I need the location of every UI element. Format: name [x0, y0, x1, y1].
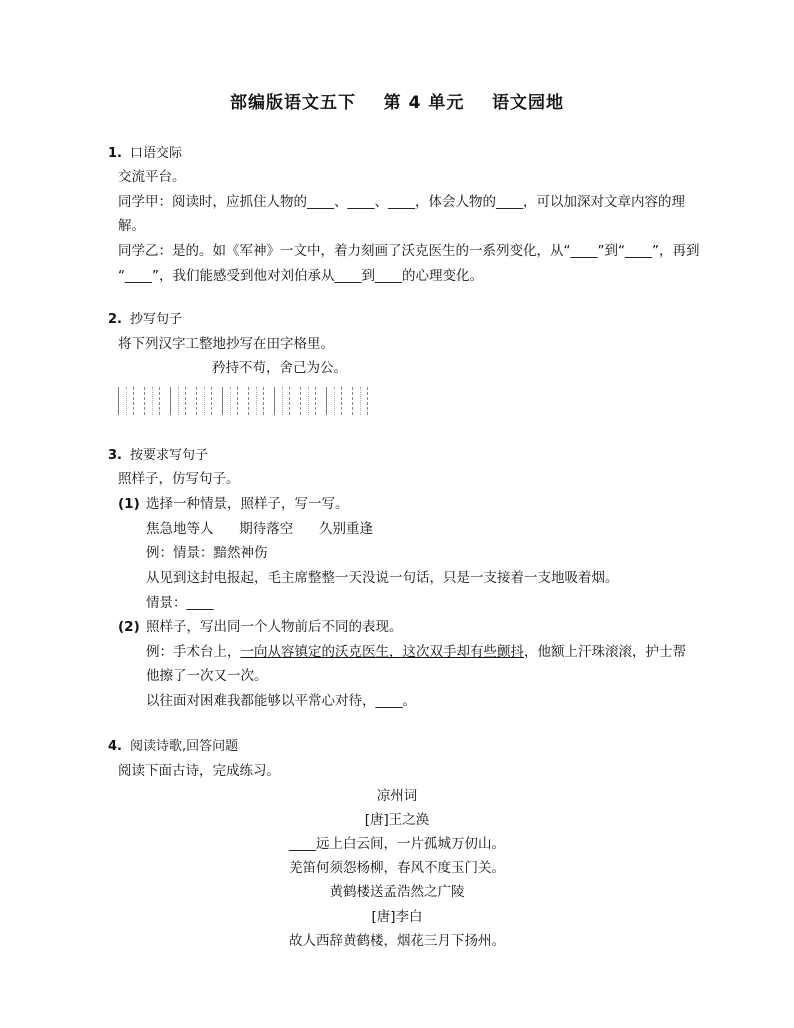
grid-cell[interactable]	[300, 387, 316, 415]
section-1-heading	[108, 144, 182, 164]
section-1-line-1: 交流平台。	[118, 169, 186, 185]
answer-blank: 情景：____	[146, 595, 214, 611]
section-number: 3.	[108, 448, 122, 463]
section-1-line-5: “____”，我们能感受到他对刘伯承从____到____的心理变化。	[118, 268, 483, 284]
poem-2-line-1: 故人西辞黄鹤楼，烟花三月下扬州。	[289, 933, 505, 949]
example-label: 例：情景：黯然神伤	[146, 545, 268, 561]
section-title: 口语交际	[129, 146, 182, 161]
grid-cell[interactable]	[222, 387, 238, 415]
section-number: 2.	[108, 312, 122, 327]
section-number: 1.	[108, 146, 122, 161]
example-prefix: 例：手术台上，	[146, 644, 241, 660]
section-4-line-1: 阅读下面古诗，完成练习。	[118, 763, 280, 779]
section-4-heading	[108, 737, 238, 757]
section-title: 抄写句子	[129, 312, 182, 327]
example-2-line-1	[146, 642, 686, 662]
poem-1-author: [唐]王之涣	[364, 812, 430, 828]
section-1-line-3: 解。	[118, 218, 145, 234]
scenario-options: 焦急地等人 期待落空 久别重逢	[146, 521, 373, 537]
question-text: 选择一种情景，照样子，写一写。	[146, 496, 349, 512]
tianzige-grid[interactable]	[118, 387, 388, 415]
grid-cell[interactable]	[274, 387, 290, 415]
question-1	[118, 494, 349, 514]
poem-2-author: [唐]李白	[371, 909, 423, 925]
question-2	[118, 617, 403, 637]
grid-cell[interactable]	[144, 387, 160, 415]
poem-1-line-1: ____远上白云间，一片孤城万仞山。	[289, 836, 505, 852]
section-3-line-1: 照样子，仿写句子。	[118, 471, 240, 487]
section-title: 按要求写句子	[129, 448, 208, 463]
grid-cell[interactable]	[326, 387, 342, 415]
section-title: 阅读诗歌,回答问题	[129, 739, 239, 754]
page-title: 部编版语文五下 第 4 单元 语文园地	[229, 93, 564, 113]
example-underlined: 一向从容镇定的沃克医生，这次双手却有些颤抖	[240, 644, 524, 660]
copy-sentence: 矜持不苟，舍己为公。	[212, 360, 347, 376]
poem-1-line-2: 羌笛何须怨杨柳，春风不度玉门关。	[289, 860, 505, 876]
section-1-line-2: 同学甲：阅读时，应抓住人物的____、____、____，体会人物的____，可以加深对文章内容的理	[118, 194, 685, 210]
section-2-line-1: 将下列汉字工整地抄写在田字格里。	[118, 336, 334, 352]
question-text: 照样子，写出同一个人物前后不同的表现。	[146, 619, 403, 635]
question-number: (2)	[118, 619, 140, 635]
section-number: 4.	[108, 739, 122, 754]
grid-cell[interactable]	[248, 387, 264, 415]
poem-1-title: 凉州词	[376, 788, 418, 804]
section-1-line-4: 同学乙：是的。如《军神》一文中，着力刻画了沃克医生的一系列变化，从“____”到“____”，再到	[118, 243, 700, 259]
section-2-heading	[108, 310, 182, 330]
example-sentence: 从见到这封电报起，毛主席整整一天没说一句话，只是一支接着一支地吸着烟。	[146, 570, 619, 586]
grid-cell[interactable]	[352, 387, 368, 415]
example-2-line-2: 他擦了一次又一次。	[146, 668, 268, 684]
grid-cell[interactable]	[196, 387, 212, 415]
poem-2-title: 黄鹤楼送孟浩然之广陵	[329, 884, 465, 900]
answer-blank-2: 以往面对困难我都能够以平常心对待，____。	[146, 693, 416, 709]
question-number: (1)	[118, 496, 140, 512]
grid-cell[interactable]	[170, 387, 186, 415]
section-3-heading	[108, 446, 208, 466]
example-suffix: ，他额上汗珠滚滚，护士帮	[524, 644, 686, 660]
grid-cell[interactable]	[118, 387, 134, 415]
